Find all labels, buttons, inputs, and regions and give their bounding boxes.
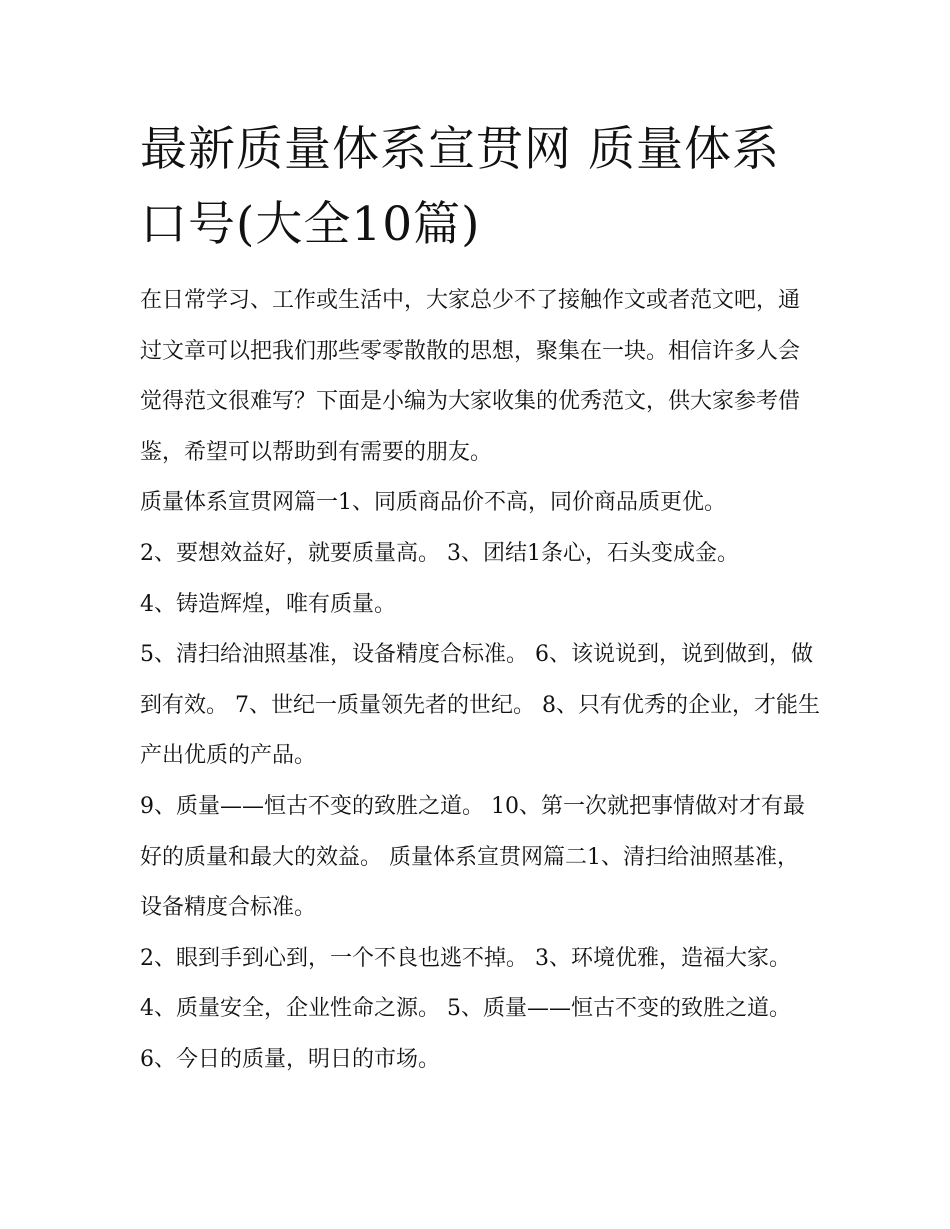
paragraph-3: 4、铸造辉煌，唯有质量。 (140, 591, 396, 617)
paragraph-intro: 在日常学习、工作或生活中，大家总少不了接触作文或者范文吧，通过文章可以把我们那些零零散散的思想，聚集在一块。相信许多人会觉得范文很难写？下面是小编为大家收集的优秀范文，供大家参考借鉴，希望可以帮助到有需要的朋友。 (140, 288, 801, 465)
paragraph-4: 5、清扫给油照基准，设备精度合标准。 6、该说说到，说到做到，做到有效。 7、世纪一质量领先者的世纪。 8、只有优秀的企业，才能生产出优质的产品。 (140, 642, 820, 769)
paragraph-5: 9、质量——恒古不变的致胜之道。 10、第一次就把事情做对才有最好的质量和最大的效益。 质量体系宣贯网篇二1、清扫给油照基准，设备精度合标准。 (140, 793, 805, 921)
document-title: 最新质量体系宣贯网 质量体系口号(大全10篇) (140, 122, 780, 252)
paragraph-1: 质量体系宣贯网篇一1、同质商品价不高，同价商品质更优。 (140, 490, 726, 516)
paragraph-2: 2、要想效益好，就要质量高。 3、团结1条心，石头变成金。 (140, 540, 739, 566)
document-page (140, 112, 820, 1086)
paragraph-6: 2、眼到手到心到，一个不良也逃不掉。 3、环境优雅，造福大家。 4、质量安全，企业性命之源。 5、质量——恒古不变的致胜之道。 6、今日的质量，明日的市场。 (140, 945, 791, 1072)
document-body (140, 276, 820, 1086)
